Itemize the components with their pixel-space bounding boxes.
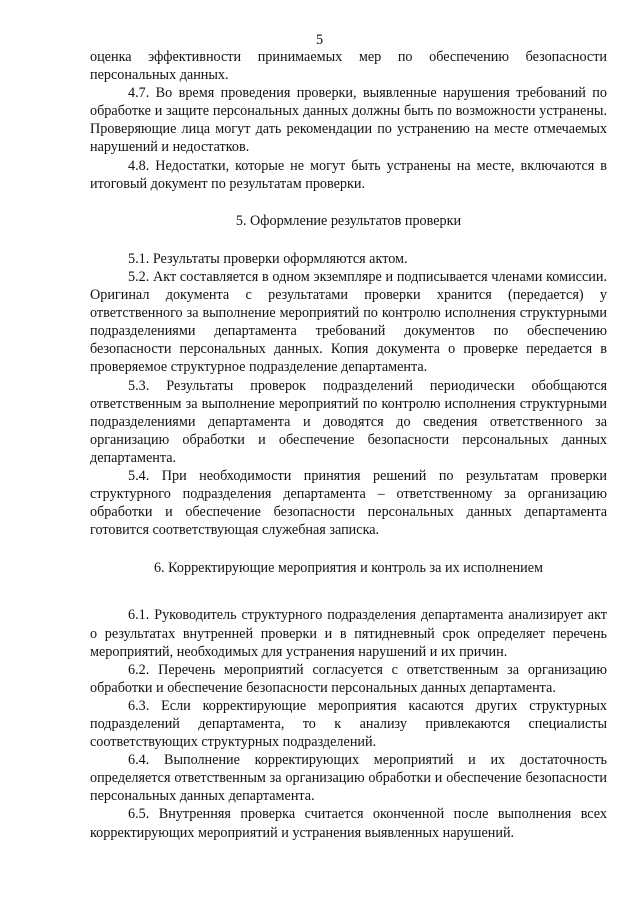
paragraph-6-4: 6.4. Выполнение корректирующих мероприятий и их достаточность определяется ответственным за организацию обработки и обеспечение безопасности персональных данных департамента. <box>90 752 607 805</box>
paragraph-5-4: 5.4. При необходимости принятия решений по результатам проверки структурного подразделения департамента – ответственному за организацию обработки и обеспечение безопасности персональных данных департамента готовится соответствующая служебная записка. <box>90 467 607 539</box>
paragraph-4-8: 4.8. Недостатки, которые не могут быть устранены на месте, включаются в итоговый документ по результатам проверки. <box>90 157 607 192</box>
paragraph-6-5: 6.5. Внутренняя проверка считается оконченной после выполнения всех корректирующих мероприятий и устранения выявленных нарушений. <box>90 806 607 841</box>
paragraph-6-1: 6.1. Руководитель структурного подразделения департамента анализирует акт о результатах внутренней проверки и в пятидневный срок определяет перечень мероприятий, необходимых для устранения нарушений и их причин. <box>90 607 607 660</box>
paragraph-6-3: 6.3. Если корректирующие мероприятия касаются других структурных подразделений департамента, то к анализу привлекаются специалисты соответствующих структурных подразделений. <box>90 697 607 751</box>
paragraph-5-2: 5.2. Акт составляется в одном экземпляре и подписывается членами комиссии. Оригинал документа с результатами проверки хранится (передается) у ответственного за выполнение мероприятий по контролю исполнения структурными подразделениями департамента требований документов по обеспечению безопасности персональных данных. Копия документа о проверке передается в проверяемое структурное подразделение департамента. <box>90 268 607 376</box>
section-5-heading: 5. Оформление результатов проверки <box>235 212 462 229</box>
page-number: 5 <box>315 32 324 48</box>
paragraph-5-3: 5.3. Результаты проверок подразделений периодически обобщаются ответственным за выполнение мероприятий по контролю исполнения структурными подразделениями департамента и доводятся до сведения ответственного за организацию обработки и обеспечение безопасности персональных данных департамента. <box>90 377 607 466</box>
paragraph-4-7: 4.7. Во время проведения проверки, выявленные нарушения требований по обработке и защите персональных данных должны быть по возможности устранены. Проверяющие лица могут дать рекомендации по устранению на месте отмечаемых нарушений и недостатков. <box>90 85 607 156</box>
paragraph-4-6-continuation: оценка эффективности принимаемых мер по обеспечению безопасности персональных данных. <box>90 49 607 84</box>
paragraph-5-1: 5.1. Результаты проверки оформляются актом. <box>128 250 408 267</box>
document-body <box>90 48 607 842</box>
section-6-heading: 6. Корректирующие мероприятия и контроль за их исполнением <box>153 560 544 577</box>
paragraph-6-2: 6.2. Перечень мероприятий согласуется с ответственным за организацию обработки и обеспечение безопасности персональных данных департамента. <box>90 661 607 696</box>
